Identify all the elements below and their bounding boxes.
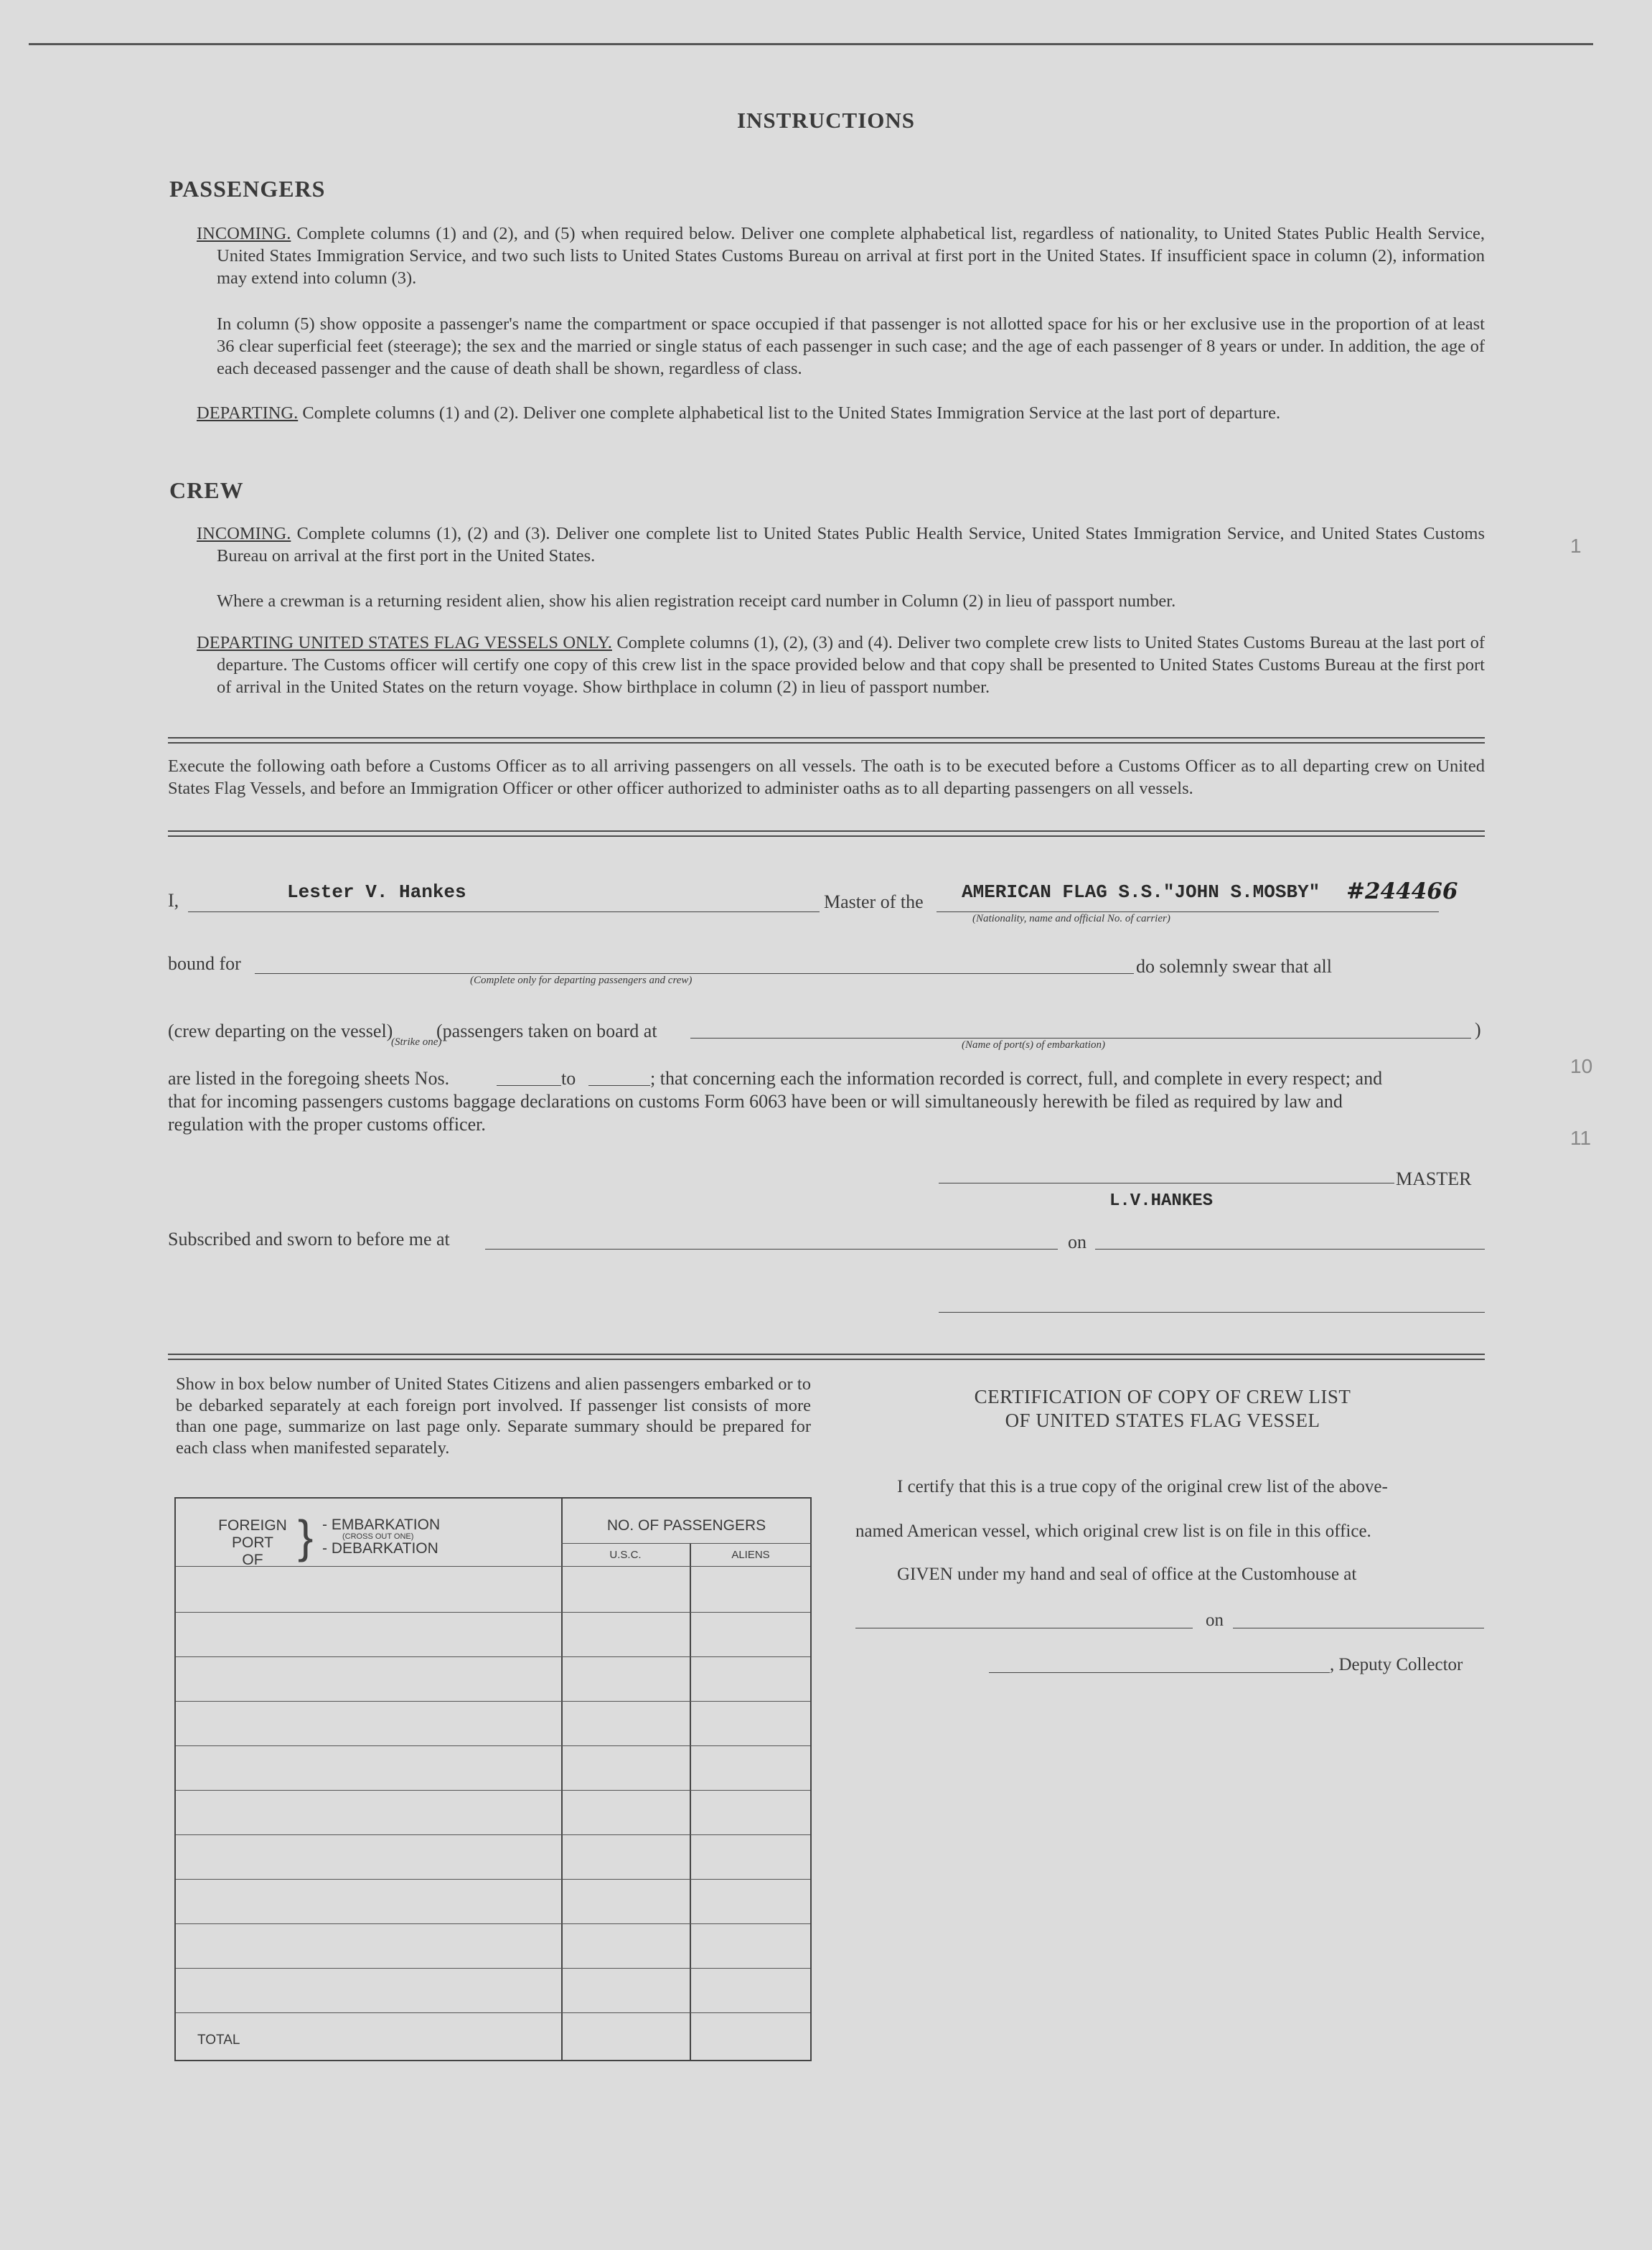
col-foreign: FOREIGN [218, 1517, 287, 1534]
table-row [176, 1790, 810, 1791]
col-of: OF [242, 1552, 263, 1568]
passengers-departing-text: Complete columns (1) and (2). Deliver one complete alphabetical list to the United States Immigration Service at the last port of departure. [302, 403, 1281, 423]
crew-incoming-text: Complete columns (1), (2) and (3). Deliver one complete list to United States Public Health Service, United States Immigration Service, and United States Customs Bureau on arrival at the first port in the United States. [217, 524, 1486, 566]
passengers-incoming-text: Complete columns (1) and (2), and (5) when required below. Deliver one complete alphabetical list, regardless of nationality, to United States Public Health Service, United States Immigration Service, and two such lists to United States Customs Bureau on arrival at first port in the United States. If insufficient space in column (2), information may extend into column (3). [217, 224, 1486, 288]
crew-departing-text: Complete columns (1), (2), (3) and (4). Deliver two complete crew lists to United States Customs Bureau at the last port of departure. The Customs officer will certify one copy of this crew list in the space provided below and that copy shall be presented to United States Customs Bureau at the first port of arrival in the United States on the return voyage. Show birthplace in column (2) in lieu of passport number. [217, 633, 1486, 697]
crew-departing-option: (crew departing on the vessel) [168, 1021, 393, 1041]
passengers-departing-label: DEPARTING. [197, 403, 299, 423]
bound-caption: (Complete only for departing passengers and crew) [470, 975, 693, 986]
bound-for-label: bound for [168, 953, 241, 974]
table-row [176, 1923, 810, 1924]
passenger-summary-table [174, 1497, 812, 2061]
table-row [176, 1879, 810, 1880]
margin-mark: 11 [1570, 1127, 1592, 1149]
crew-departing-label: DEPARTING UNITED STATES FLAG VESSELS ONLY. [197, 633, 612, 652]
port-caption: (Name of port(s) of embarkation) [962, 1039, 1105, 1051]
bound-for-line [255, 973, 1134, 974]
col-foreign-port [213, 1517, 292, 1569]
col-embark-debark [322, 1517, 440, 1557]
carrier-name: AMERICAN FLAG S.S."JOHN S.MOSBY" [962, 881, 1320, 903]
table-divider [690, 1543, 691, 2060]
sheet-from-line [497, 1085, 561, 1086]
crew-incoming-paragraph [197, 522, 1485, 567]
oath-instruction: Execute the following oath before a Customs Officer as to all arriving passengers on all vessels. The oath is to be executed before a Customs Officer as to all departing crew on United States Flag Vessels, and before an Immigration Officer or other officer authorized to administer oaths as to all departing passengers on all vessels. [168, 756, 1485, 798]
subscribed-on-label: on [1068, 1232, 1087, 1252]
official-number: #244466 [1346, 878, 1458, 904]
listed-text-line2: that for incoming passengers customs baggage declarations on customs Form 6063 have been or will simultaneously herewith be filed as required by law and [168, 1091, 1343, 1112]
passengers-departing-paragraph [197, 402, 1485, 424]
table-row [176, 1745, 810, 1746]
page-title: INSTRUCTIONS [736, 108, 915, 133]
table-divider [561, 1499, 563, 2060]
certification-title-line2: OF UNITED STATES FLAG VESSEL [1005, 1410, 1320, 1431]
summary-instruction: Show in box below number of United States Citizens and alien passengers embarked or to be debarked separately at each foreign port involved. If passenger list consists of more than one page, summarize on last page only. Separate summary should be prepared for each class when manifested separately. [176, 1374, 811, 1458]
listed-sheets-text: are listed in the foregoing sheets Nos. [168, 1068, 450, 1089]
table-row [176, 1968, 810, 1969]
margin-mark: 10 [1570, 1055, 1593, 1077]
col-port: PORT [232, 1534, 273, 1551]
sheet-to-line [588, 1085, 650, 1086]
table-row [176, 2012, 810, 2013]
carrier-line [937, 911, 1439, 912]
table-header-rule [561, 1543, 812, 1544]
listed-text-continued: ; that concerning each the information recorded is correct, full, and complete in every respect; and [650, 1068, 1383, 1089]
section-divider [168, 1354, 1485, 1360]
crew-incoming-label: INCOMING. [197, 524, 291, 543]
page-top-border [29, 43, 1593, 50]
certification-line3: GIVEN under my hand and seal of office at the Customhouse at [897, 1565, 1357, 1584]
col-aliens: ALIENS [731, 1549, 770, 1561]
strike-caption: (Strike one) [391, 1036, 442, 1048]
subscribed-date-line [1095, 1249, 1485, 1250]
listed-text-line3: regulation with the proper customs officer. [168, 1114, 486, 1135]
master-label: MASTER [1396, 1168, 1472, 1189]
close-paren: ) [1475, 1019, 1481, 1040]
col-cross-out: (CROSS OUT ONE) [342, 1532, 414, 1541]
certification-title-line1: CERTIFICATION OF COPY OF CREW LIST [974, 1386, 1351, 1407]
certification-title [832, 1385, 1493, 1433]
table-row [176, 1612, 810, 1613]
embarkation-port-line [690, 1038, 1471, 1039]
col-no-passengers: NO. OF PASSENGERS [606, 1517, 766, 1534]
total-label: TOTAL [197, 2033, 240, 2048]
swear-label: do solemnly swear that all [1136, 956, 1332, 977]
passengers-taken-option: (passengers taken on board at [436, 1021, 657, 1041]
certification-line1: I certify that this is a true copy of the original crew list of the above- [897, 1477, 1388, 1496]
brace: } [298, 1511, 314, 1562]
master-of-label: Master of the [824, 891, 924, 912]
table-row [176, 1834, 810, 1835]
crew-returning-paragraph: Where a crewman is a returning resident alien, show his alien registration receipt card number in Column (2) in lieu of passport number. [217, 591, 1176, 611]
master-name: Lester V. Hankes [287, 881, 466, 903]
passengers-incoming-label: INCOMING. [197, 224, 291, 243]
table-row [176, 1701, 810, 1702]
margin-mark: 1 [1570, 535, 1582, 557]
passengers-column5-paragraph: In column (5) show opposite a passenger's name the compartment or space occupied if that passenger is not allotted space for his or her exclusive use in the proportion of at least 36 clear superficial feet (steerage); the sex and the married or single status of each passenger in such case; and the age of each passenger of 8 years or under. In addition, the age of each deceased passenger and the cause of death shall be shown, regardless of class. [217, 314, 1485, 378]
col-embarkation: - EMBARKATION [322, 1517, 441, 1533]
deputy-signature-line [989, 1672, 1330, 1673]
passengers-incoming-paragraph [197, 222, 1485, 289]
master-name-line [188, 911, 820, 912]
col-usc: U.S.C. [609, 1549, 642, 1561]
table-row [176, 1656, 810, 1657]
passengers-heading: PASSENGERS [169, 176, 326, 202]
section-divider [168, 737, 1485, 744]
subscribed-label: Subscribed and sworn to before me at [168, 1229, 450, 1250]
section-divider [168, 830, 1485, 837]
certification-on-label: on [1206, 1611, 1224, 1630]
oath-i-label: I, [168, 890, 179, 911]
officer-signature-line [939, 1312, 1485, 1313]
deputy-collector-label: , Deputy Collector [1330, 1655, 1463, 1674]
listed-to-label: to [561, 1068, 576, 1089]
certification-line2: named American vessel, which original crew list is on file in this office. [855, 1522, 1371, 1541]
master-signature: L.V.HANKES [1109, 1191, 1214, 1211]
col-debarkation: - DEBARKATION [322, 1540, 438, 1557]
crew-heading: CREW [169, 477, 244, 503]
crew-departing-paragraph [197, 632, 1485, 698]
carrier-caption: (Nationality, name and official No. of carrier) [972, 913, 1170, 924]
subscribed-place-line [485, 1249, 1058, 1250]
